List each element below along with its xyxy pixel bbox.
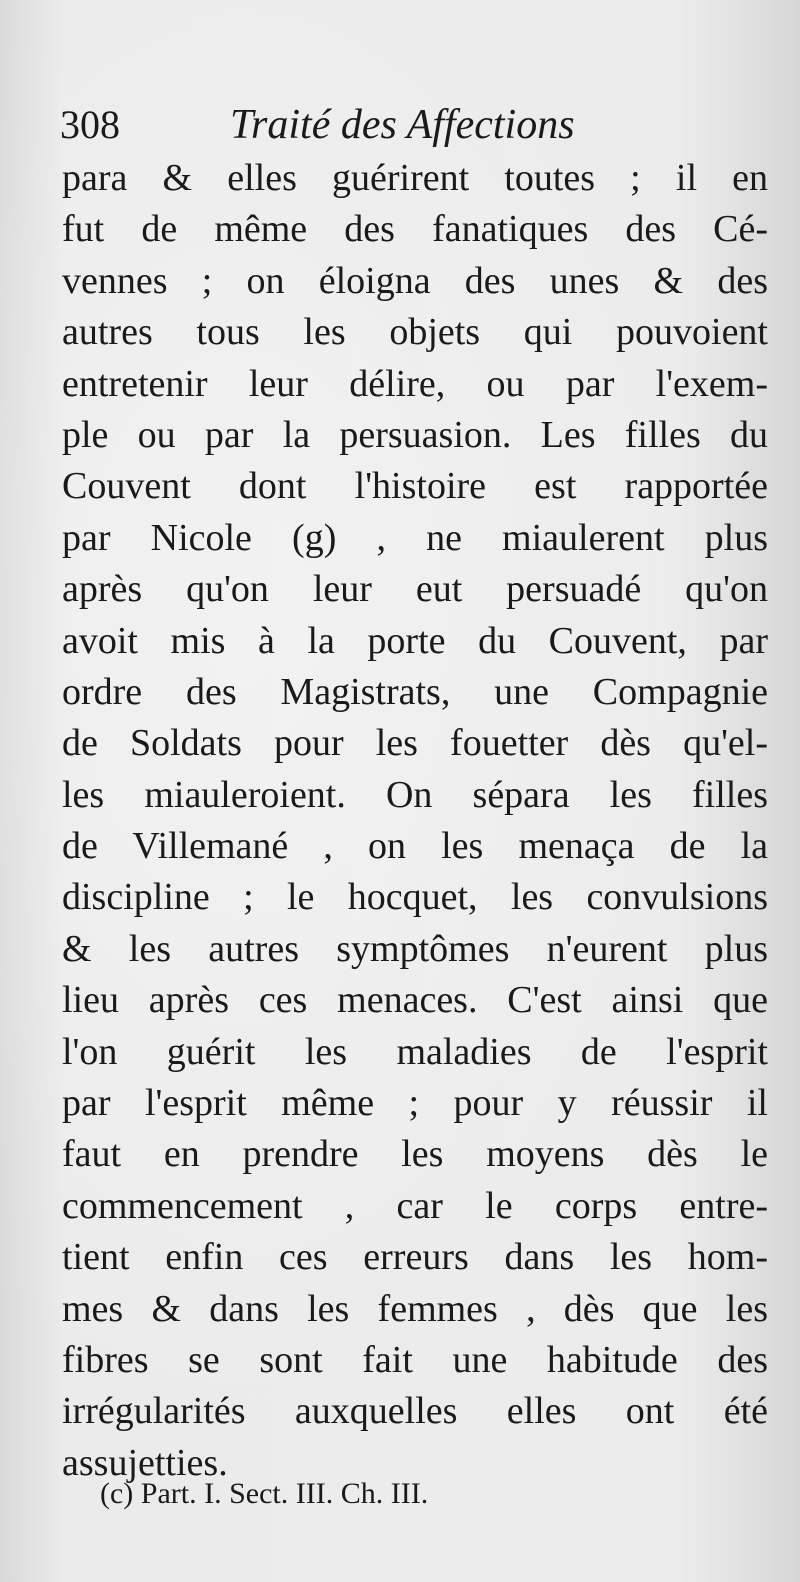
text-line: de Villemané , on les menaça de la <box>62 825 768 868</box>
page-number: 308 <box>60 102 120 147</box>
text-line: irrégularités auxquelles elles ont été <box>62 1390 768 1433</box>
text-line: fibres se sont fait une habitude des <box>62 1338 768 1381</box>
text-line: ple ou par la persuasion. Les filles du <box>62 413 768 456</box>
text-line: assujetties. <box>62 1441 228 1484</box>
text-line: para & elles guérirent toutes ; il en <box>62 157 768 199</box>
text-line: après qu'on leur eut persuadé qu'on <box>62 568 768 611</box>
text-line: avoit mis à la porte du Couvent, par <box>62 619 768 662</box>
text-line: commencement , car le corps entre- <box>62 1184 768 1227</box>
text-line: ordre des Magistrats, une Compagnie <box>62 670 768 713</box>
text-line: vennes ; on éloigna des unes & des <box>62 259 768 302</box>
text-line: par Nicole (g) , ne miaulerent plus <box>62 516 768 559</box>
running-title: Traité des Affections <box>230 102 575 148</box>
text-line: l'on guérit les maladies de l'esprit <box>62 1030 768 1073</box>
body-text <box>62 153 768 1489</box>
text-line: faut en prendre les moyens dès le <box>62 1133 768 1176</box>
text-line: Couvent dont l'histoire est rapportée <box>62 465 768 508</box>
footnote: (c) Part. I. Sect. III. Ch. III. <box>100 1477 429 1510</box>
text-line: par l'esprit même ; pour y réussir il <box>62 1082 768 1125</box>
text-line: discipline ; le hocquet, les convulsions <box>62 876 768 919</box>
text-line: lieu après ces menaces. C'est ainsi que <box>62 979 768 1022</box>
text-line: & les autres symptômes n'eurent plus <box>62 927 768 970</box>
text-line: entretenir leur délire, ou par l'exem- <box>62 362 768 405</box>
text-line: mes & dans les femmes , dès que les <box>62 1287 768 1330</box>
text-line: fut de même des fanatiques des Cé- <box>62 208 768 251</box>
text-line: de Soldats pour les fouetter dès qu'el- <box>62 722 768 765</box>
text-line: autres tous les objets qui pouvoient <box>62 311 768 354</box>
text-line: tient enfin ces erreurs dans les hom- <box>62 1236 768 1279</box>
text-line: les miauleroient. On sépara les filles <box>62 773 768 816</box>
page-header <box>60 95 760 155</box>
